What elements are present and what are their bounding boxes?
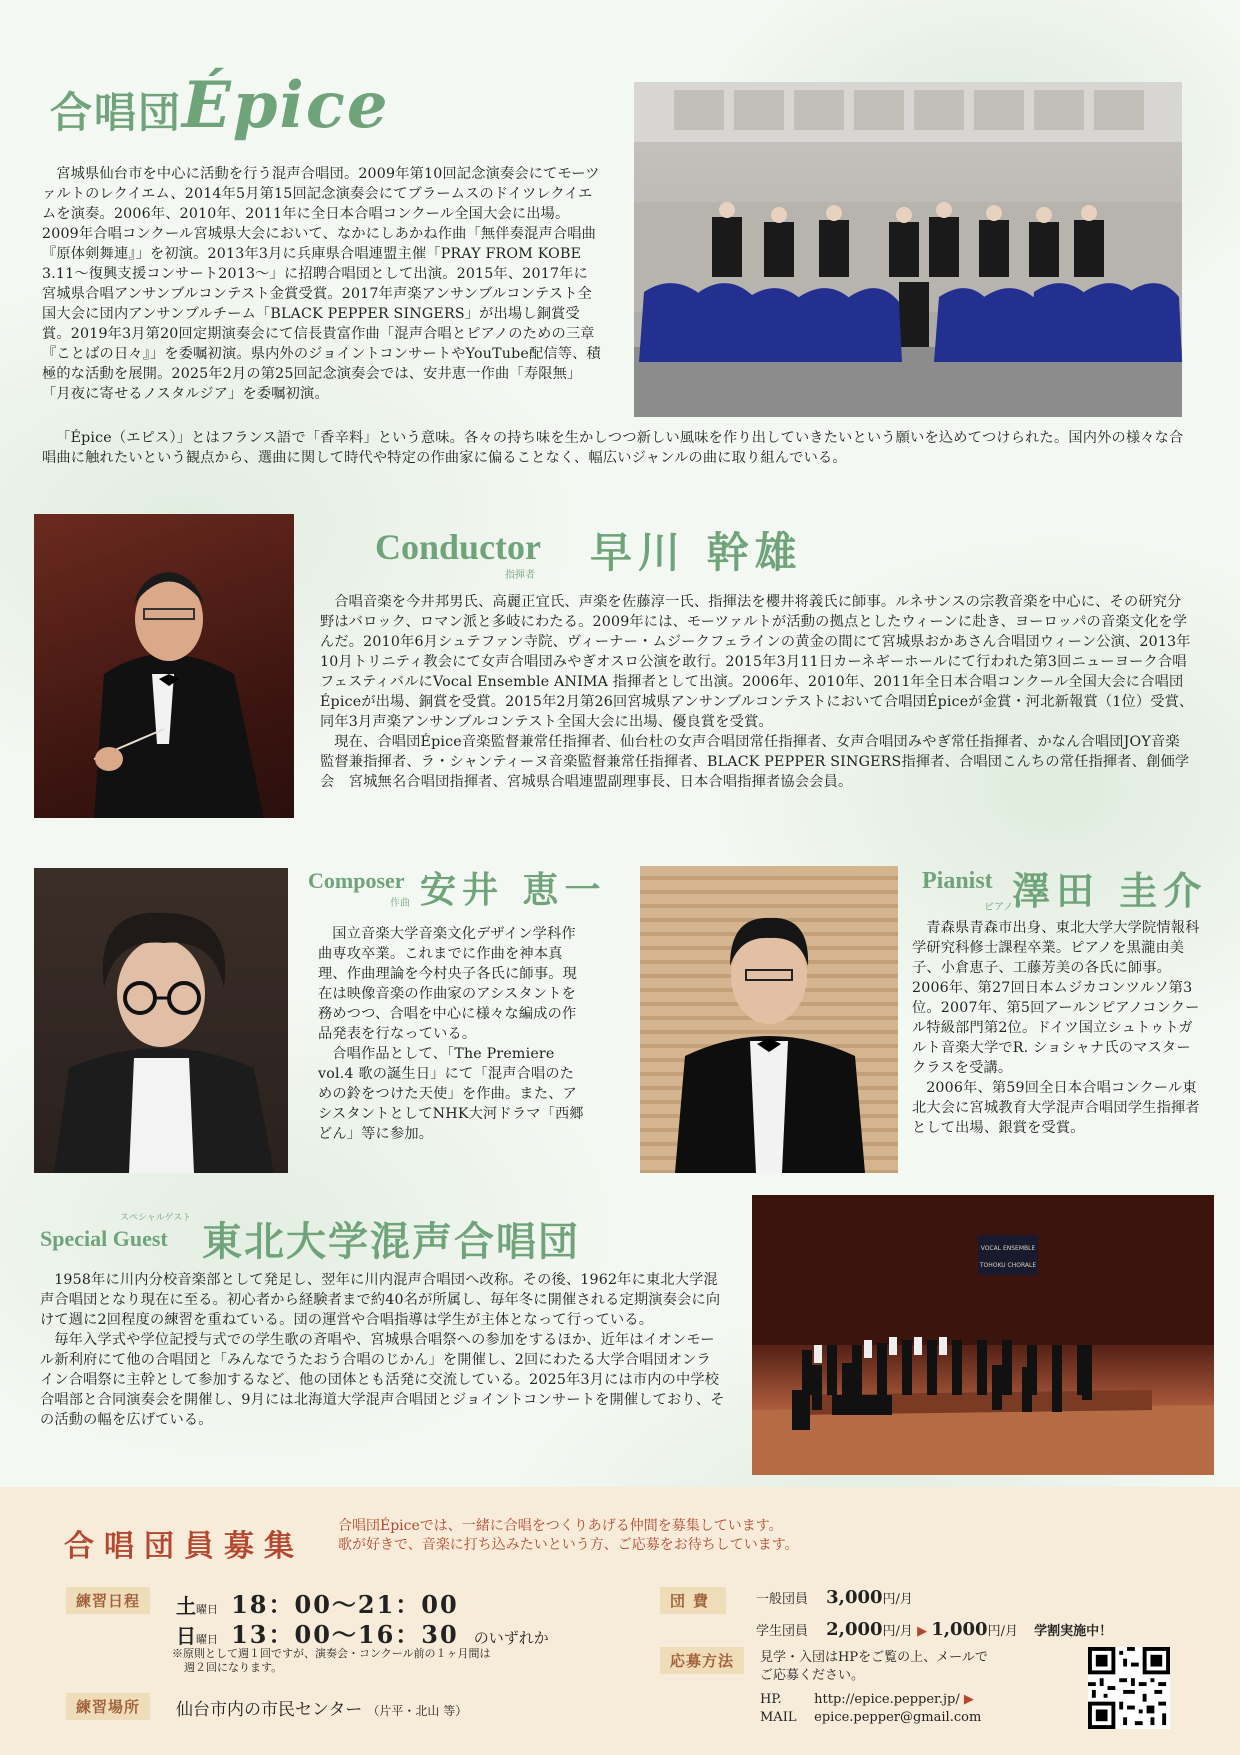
pianist-name: 澤田 圭介 [1012, 868, 1208, 913]
guest-bio [40, 1270, 725, 1430]
guest-paragraph: 1958年に川内分校音楽部として発足し、翌年に川内混声合唱団へ改称。その後、1962年に東北大学混声合唱団となり現在に至る。初心者から経験者まで約40名が所属し、毎年冬に開催される定期演奏会に向けて週に2回程度の練習を重ねている。団の運営や合唱指導は学生が主体となって行っている。 [40, 1272, 721, 1328]
apply-label: 応募方法 [660, 1647, 744, 1674]
guest-concert-photo [752, 1195, 1214, 1475]
arrow-icon: ▶ [963, 1692, 974, 1707]
guest-name: 東北大学混声合唱団 [202, 1218, 580, 1265]
conductor-bio [320, 592, 1194, 792]
sat-day: 土 [176, 1594, 196, 1618]
choir-description [42, 164, 602, 404]
recruit-message-line: 合唱団Épiceでは、一緒に合唱をつくりあげる仲間を募集しています。 [338, 1518, 783, 1534]
guest-role-ruby: スペシャルゲスト [120, 1213, 192, 1223]
sun-time: 13：00～16：30 [231, 1620, 459, 1649]
mail-link[interactable]: epice.pepper@gmail.com [814, 1710, 982, 1725]
composer-paragraph: 合唱作品として、「The Premiere vol.4 歌の誕生日」にて「混声合唱のための鈴をつけた天使」を作曲。また、アシスタントとしてNHK大河ドラマ「西郷どん」等に参加。 [318, 1046, 584, 1142]
stage-sign-1: VOCAL ENSEMBLE [980, 1245, 1036, 1252]
stage-sign-2: TOHOKU CHORALE [979, 1262, 1037, 1269]
pianist-paragraph: 青森県青森市出身、東北大学大学院情報科学研究科修士課程卒業。ピアノを黒瀧由美子、小倉恵子、工藤芳美の各氏に師事。2006年、第27回日本ムジカコンツルソ第3位。2007年、第5回アールンピアノコンクール特級部門第2位。ドイツ国立シュトゥトガルト音楽大学でR. ショシャナ氏のマスタークラスを受講。 [912, 920, 1200, 1076]
general-per-month: 円/月 [882, 1592, 913, 1607]
conductor-role-ruby: 指揮者 [505, 570, 535, 581]
arrow-icon: ▶ [917, 1624, 928, 1639]
pianist-bio [912, 918, 1202, 1138]
fee-label: 団費 [660, 1587, 726, 1614]
practice-place [176, 1695, 467, 1720]
apply-line: 見学・入団はHPをご覧の上、メールで [760, 1650, 988, 1665]
conductor-paragraph: 現在、合唱団Épice音楽監督兼常任指揮者、仙台杜の女声合唱団常任指揮者、女声合唱団みやぎ常任指揮者、かなん合唱団JOY音楽監督兼指揮者、ラ・シャンティーヌ音楽監督兼常任指揮者、BLACK PEPPER SINGERS指揮者、合唱団こんちの常任指揮者、創価学会 宮城無名合唱団指揮者、宮城県合唱連盟副理事長、日本合唱指揮者協会会員。 [320, 734, 1190, 790]
discount-note: 学割実施中！ [1034, 1624, 1113, 1639]
sun-day: 日 [176, 1624, 196, 1648]
mail-row [760, 1709, 1080, 1727]
place-name: 仙台市内の市民センター [176, 1700, 363, 1720]
schedule-note-line: 週２回になります。 [184, 1661, 283, 1674]
composer-role: Composer [308, 868, 405, 893]
place-note: （片平・北山 等） [367, 1704, 468, 1718]
mail-label: MAIL [760, 1710, 797, 1725]
pianist-photo [640, 866, 898, 1173]
apply-info [760, 1649, 1080, 1727]
composer-role-ruby: 作曲 [390, 898, 410, 909]
recruit-section [0, 1487, 1240, 1755]
choir-title-name: Épice [182, 68, 390, 143]
guest-role: Special Guest [40, 1226, 168, 1251]
choir-title-prefix: 合唱団 [50, 88, 183, 137]
composer-photo [34, 868, 288, 1173]
general-label: 一般団員 [756, 1592, 809, 1607]
student-fee: 2,000 [826, 1619, 883, 1640]
place-label: 練習場所 [66, 1693, 150, 1720]
recruit-message-line: 歌が好きで、音楽に打ち込みたいという方、ご応募をお待ちしています。 [338, 1537, 799, 1553]
composer-paragraph: 国立音楽大学音楽文化デザイン学科作曲専攻卒業。これまでに作曲を神本真理、作曲理論を今村央子各氏に師事。現在は映像音楽の作曲家のアシスタントを務めつつ、合唱を中心に様々な編成の作品発表を行なっている。 [318, 926, 577, 1042]
hp-row [760, 1691, 1080, 1709]
student-fee-discount: 1,000 [931, 1619, 988, 1640]
choir-title [50, 68, 390, 143]
schedule-sunday [176, 1615, 549, 1650]
choir-group-photo [634, 82, 1182, 417]
apply-line: ご応募ください。 [760, 1668, 865, 1683]
either-note: のいずれか [473, 1629, 549, 1647]
sun-suffix: 曜日 [196, 1633, 218, 1646]
composer-name: 安井 恵一 [420, 869, 607, 911]
hp-link[interactable]: http://epice.pepper.jp/ [814, 1692, 960, 1707]
recruit-title: 合唱団員募集 [64, 1529, 304, 1564]
general-fee: 3,000 [826, 1587, 883, 1608]
sat-time: 18：00～21：00 [231, 1590, 459, 1619]
discount-per-month: 円/月 [987, 1624, 1018, 1639]
pianist-paragraph: 2006年、第59回全日本合唱コンクール東北大会に宮城教育大学混声合唱団学生指揮者として出場、銀賞を受賞。 [912, 1080, 1200, 1136]
pianist-role: Pianist [922, 868, 993, 894]
qr-code-icon[interactable] [1088, 1647, 1170, 1729]
conductor-name: 早川 幹雄 [590, 528, 803, 577]
fee-student [756, 1619, 1112, 1640]
schedule-note-line: ※原則として週１回ですが、演奏会・コンクール前の１ヶ月間は [172, 1647, 491, 1660]
schedule-note [172, 1647, 592, 1675]
hp-label: HP. [760, 1692, 782, 1707]
guest-paragraph: 毎年入学式や学位記授与式での学生歌の斉唱や、宮城県合唱祭への参加をするほか、近年はイオンモール新利府にて他の合唱団と「みんなでうたおう合唱のじかん」を開催し、2回にわたる大学合唱団オンライン合唱祭に主幹として参加するなど、他の団体とも活発に交流している。2025年3月には市内の中学校合唱部と合同演奏会を開催し、9月には北海道大学混声合唱団とジョイントコンサートを開催しており、その活動の幅を広げている。 [40, 1332, 725, 1428]
recruit-message [338, 1517, 1138, 1555]
pianist-role-ruby: ピアノ [984, 902, 1014, 913]
composer-heading [308, 862, 608, 917]
schedule-label: 練習日程 [66, 1587, 150, 1614]
conductor-role: Conductor [375, 527, 542, 567]
student-label: 学生団員 [756, 1624, 809, 1639]
fee-general [756, 1587, 913, 1608]
choir-paragraph: 「Épice（エピス）」とはフランス語で「香辛料」という意味。各々の持ち味を生かしつつ新しい風味を作り出していきたいという願いを込めてつけられた。国内外の様々な合唱曲に触れたいという観点から、選曲に関して時代や特定の作曲家に偏ることなく、幅広いジャンルの曲に取り組んでいる。 [42, 430, 1184, 466]
student-per-month: 円/月 [882, 1624, 913, 1639]
sat-suffix: 曜日 [196, 1603, 218, 1616]
conductor-paragraph: 合唱音楽を今井邦男氏、高麗正宜氏、声楽を佐藤淳一氏、指揮法を櫻井将義氏に師事。ルネサンスの宗教音楽を中心に、その研究分野はバロック、ロマン派と多岐にわたる。2009年には、モーツァルトが活動の拠点としたウィーンに赴き、ヨーロッパの音楽文化を学んだ。2010年6月シュテファン寺院、ヴィーナー・ムジークフェラインの黄金の間にて宮城県おかあさん合唱団ウィーン公演、2013年10月トリニティ教会にて女声合唱団みやぎオスロ公演を敢行。2015年3月11日カーネギーホールにて行われた第3回ニューヨーク合唱フェスティバルにVocal Ensemble ANIMA 指揮者として出演。2006年、2010年、2011年全日本合唱コンクール全国大会に合唱団Épiceが出場、銅賞を受賞。2015年2月第26回宮城県アンサンブルコンテストにおいて合唱団Épiceが金賞・河北新報賞（1位）受賞、同年3月声楽アンサンブルコンテスト全国大会に出場、優良賞を受賞。 [320, 594, 1194, 730]
composer-bio [318, 924, 588, 1144]
choir-paragraph: 宮城県仙台市を中心に活動を行う混声合唱団。2009年第10回記念演奏会にてモーツァルトのレクイエム、2014年5月第15回記念演奏会にてブラームスのドイツレクイエムを演奏。2006年、2010年、2011年に全日本合唱コンクール全国大会に出場。2009年合唱コンクール宮城県大会において、なかにしあかね作曲「無伴奏混声合唱曲『原体剣舞連』」を初演。2013年3月に兵庫県合唱連盟主催「PRAY FROM KOBE 3.11～復興支援コンサート2013～」に招聘合唱団として出演。2015年、2017年に宮城県合唱アンサンブルコンテスト金賞受賞。2017年声楽アンサンブルコンテスト全国大会に団内アンサンブルチーム「BLACK PEPPER SINGERS」が出場し銅賞受賞。2019年3月第20回定期演奏会にて信長貴富作曲「混声合唱とピアノのための三章『ことばの日々』」を委嘱初演。県内外のジョイントコンサートやYouTube配信等、積極的な活動を展開。2025年2月の第25回記念演奏会では、安井恵一作曲「寿限無」「月夜に寄せるノスタルジア」を委嘱初演。 [42, 166, 601, 402]
guest-heading [40, 1200, 600, 1270]
pianist-heading [922, 860, 1212, 920]
conductor-photo [34, 514, 294, 818]
choir-meaning [42, 428, 1192, 468]
conductor-heading [375, 520, 835, 580]
